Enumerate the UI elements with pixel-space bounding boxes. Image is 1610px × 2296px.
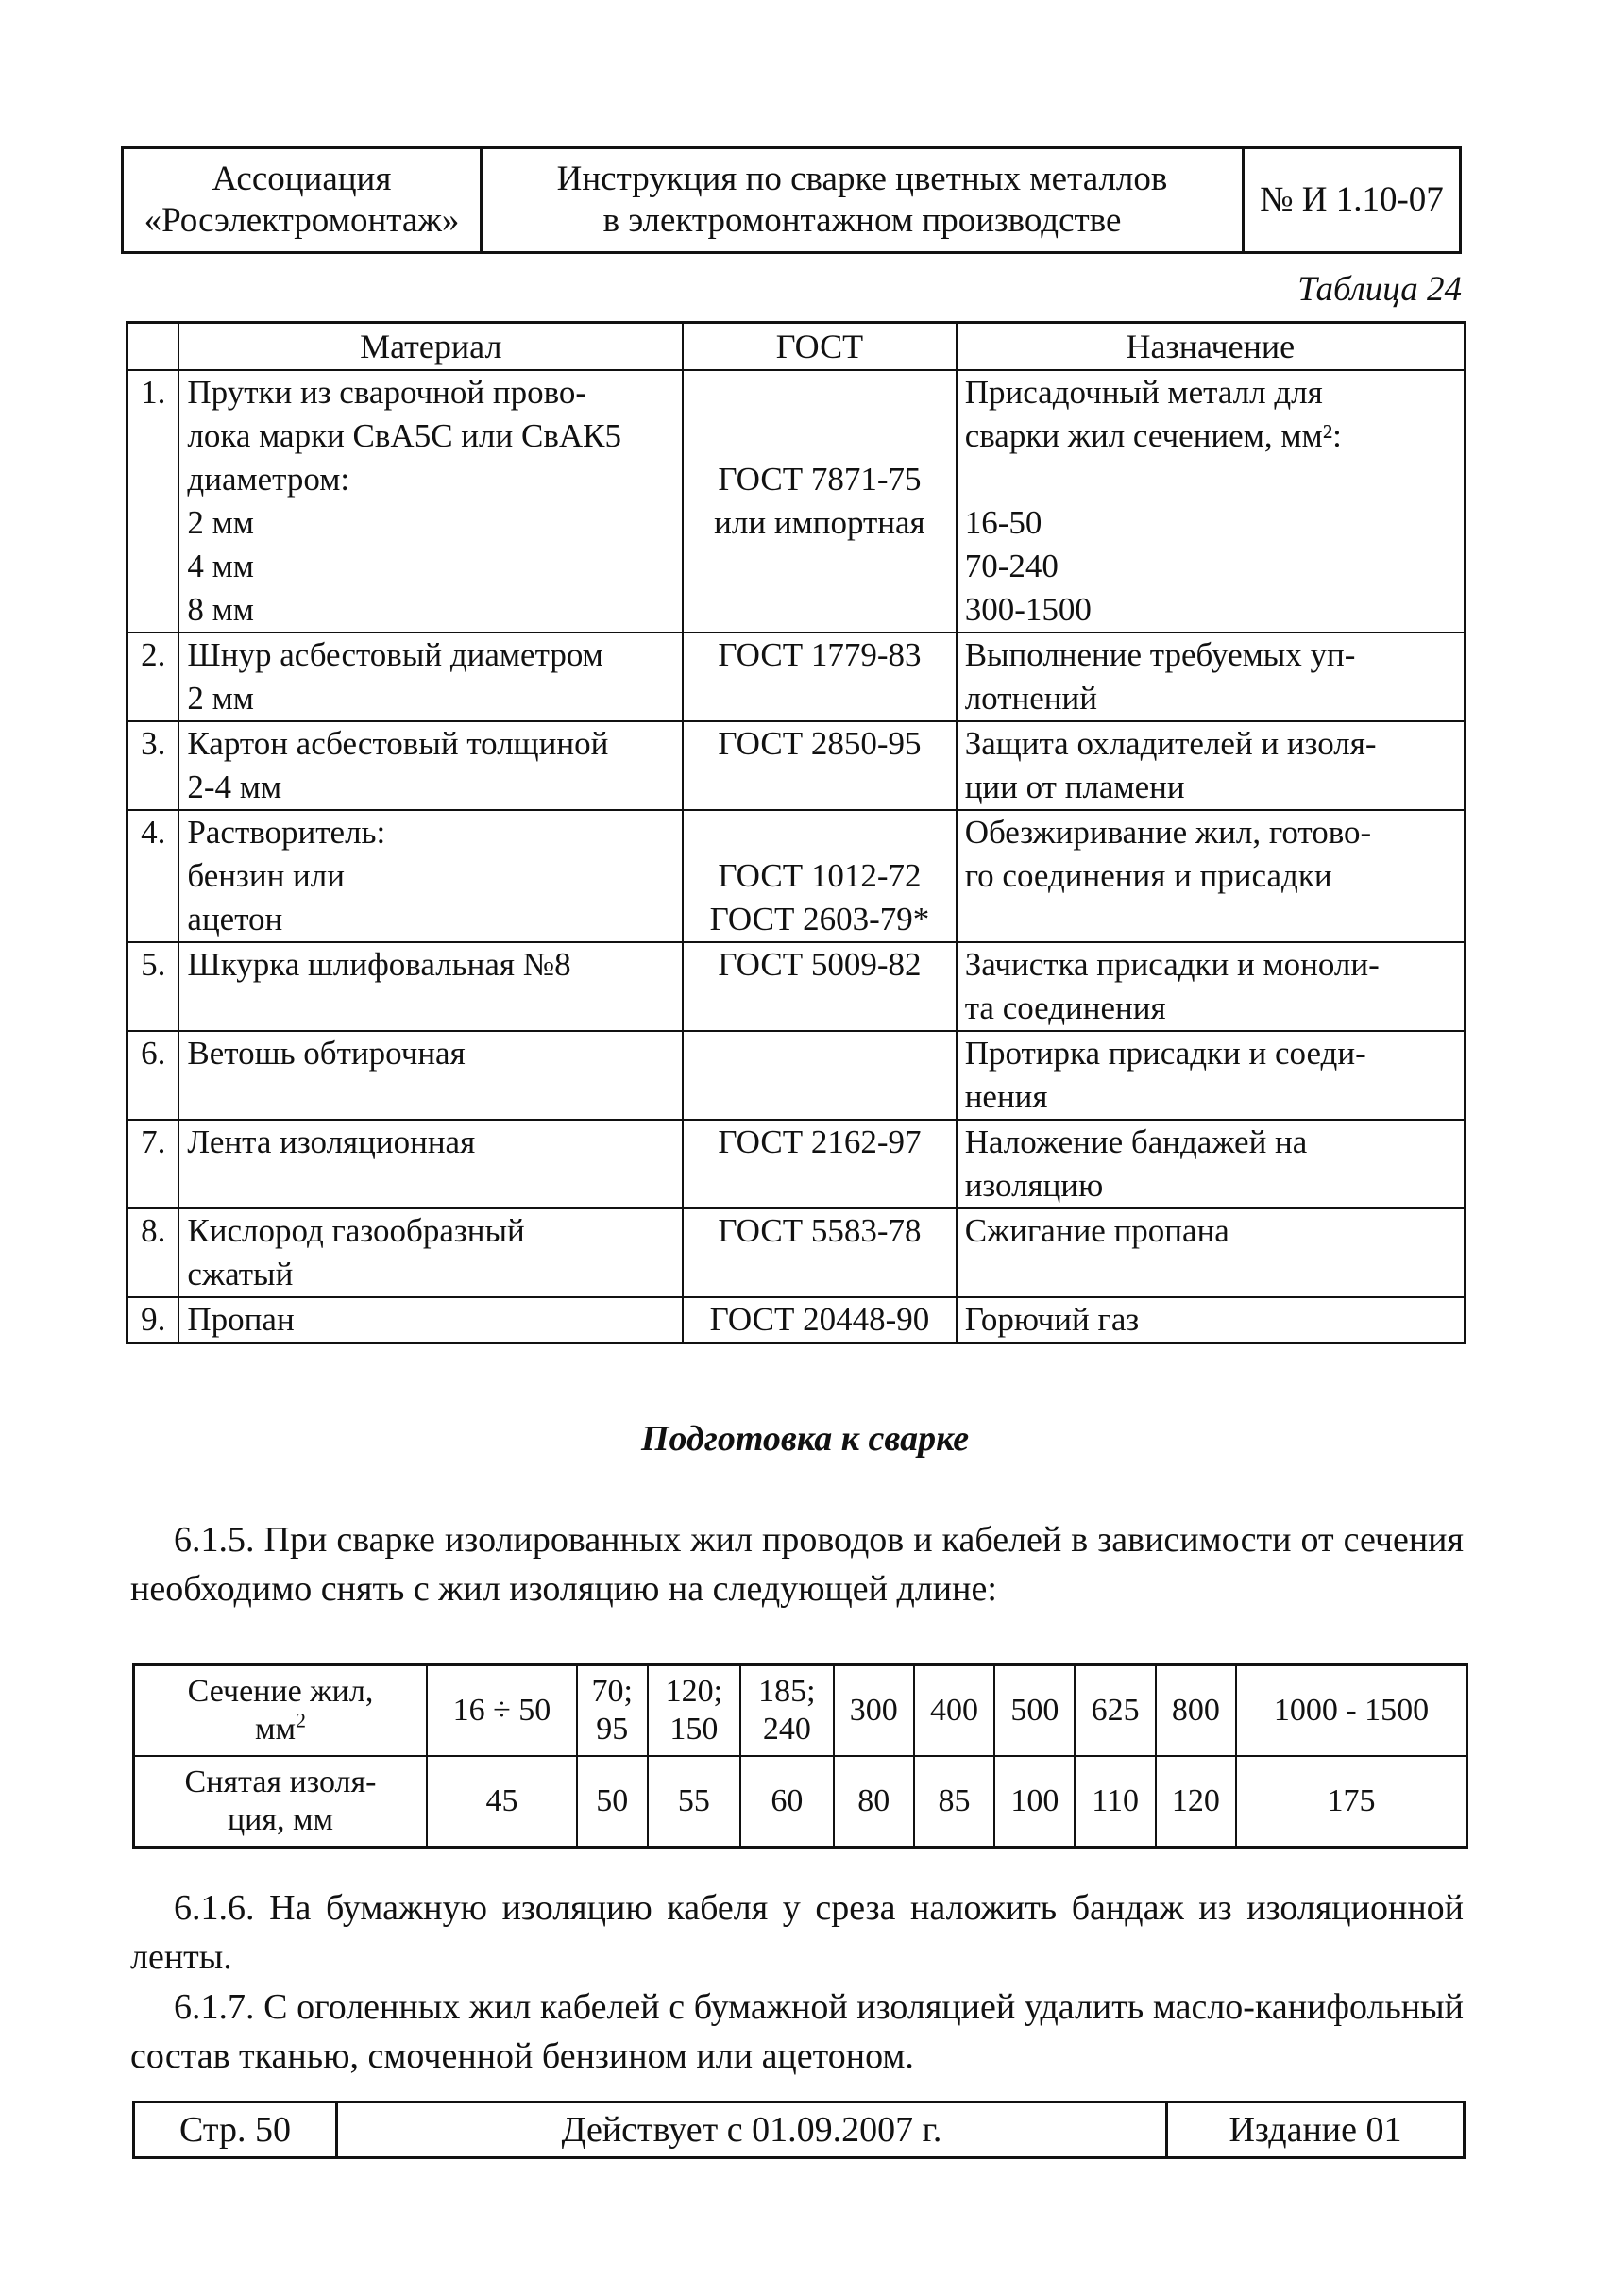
header-purpose: Назначение [957, 323, 1466, 371]
purpose-cell [957, 1208, 1466, 1297]
purpose-cell-line: го соединения и присадки [964, 857, 1332, 894]
stripped-label-line1: Снятая изоля- [184, 1764, 377, 1799]
gost-cell [683, 721, 957, 810]
stripped-label [134, 1756, 428, 1848]
row-number: 2. [127, 633, 179, 721]
purpose-cell [957, 942, 1466, 1031]
edition: Издание 01 [1167, 2102, 1465, 2158]
section-value [914, 1665, 994, 1756]
stripped-length-value: 175 [1236, 1756, 1466, 1848]
material-cell-line: 2-4 мм [187, 768, 282, 805]
purpose-cell-line: Горючий газ [964, 1301, 1140, 1338]
instruction-title-line1: Инструкция по сварке цветных металлов [556, 160, 1168, 198]
material-cell [178, 810, 683, 942]
row-number: 3. [127, 721, 179, 810]
material-cell-line: 8 мм [187, 591, 254, 628]
section-value [994, 1665, 1075, 1756]
header-material: Материал [178, 323, 683, 371]
organization-cell [123, 148, 482, 253]
materials-row [127, 633, 1466, 721]
stripped-label-line2: ция, мм [227, 1801, 334, 1837]
purpose-cell [957, 810, 1466, 942]
material-cell-line: Растворитель: [187, 814, 386, 851]
materials-body [127, 370, 1466, 1343]
purpose-cell-line: Выполнение требуемых уп- [964, 636, 1356, 673]
paragraph-6-1-6: 6.1.6. На бумажную изоляцию кабеля у среза наложить бандаж из изоляционной ленты. [130, 1888, 1464, 1977]
stripped-length-value: 110 [1075, 1756, 1155, 1848]
purpose-cell [957, 370, 1466, 633]
section-label-unit: мм [254, 1711, 297, 1747]
materials-row [127, 810, 1466, 942]
gost-cell-line [691, 371, 948, 414]
material-cell-line: 4 мм [187, 548, 254, 584]
material-cell-line: Прутки из сварочной прово- [187, 374, 587, 411]
section-label-sup: 2 [296, 1708, 307, 1732]
section-label-line1: Сечение жил, [187, 1673, 374, 1709]
gost-cell-line: ГОСТ 20448-90 [709, 1301, 930, 1338]
effective-date: Действует с 01.09.2007 г. [337, 2102, 1167, 2158]
gost-cell-line: ГОСТ 1779-83 [718, 636, 922, 673]
purpose-cell-line: лотнений [964, 680, 1097, 717]
purpose-cell-line: ции от пламени [964, 768, 1185, 805]
section-value [1156, 1665, 1236, 1756]
gost-cell [683, 1208, 957, 1297]
section-value-line: 16 ÷ 50 [452, 1692, 551, 1728]
purpose-cell-line: Зачистка присадки и моноли- [964, 946, 1380, 983]
header-gost: ГОСТ [683, 323, 957, 371]
instruction-title-cell [482, 148, 1244, 253]
stripped-length-value: 45 [427, 1756, 577, 1848]
purpose-cell-line: 70-240 [964, 548, 1059, 584]
row-number: 5. [127, 942, 179, 1031]
material-cell-line: Шнур асбестовый диаметром [187, 636, 603, 673]
section-value-line: 800 [1171, 1692, 1220, 1728]
materials-row [127, 721, 1466, 810]
section-value-line: 120; [665, 1673, 723, 1709]
section-label-line2 [139, 1708, 422, 1748]
materials-table [126, 321, 1466, 1344]
section-value-line: 150 [669, 1711, 719, 1747]
table-caption: Таблица 24 [1297, 270, 1462, 309]
purpose-cell-line [965, 458, 1456, 501]
section-value [648, 1665, 740, 1756]
row-number: 7. [127, 1120, 179, 1208]
purpose-cell-line: 300-1500 [964, 591, 1092, 628]
stripped-length-value: 55 [648, 1756, 740, 1848]
material-cell-line: ацетон [187, 901, 283, 937]
materials-header-row [127, 323, 1466, 371]
materials-row [127, 1297, 1466, 1343]
purpose-cell-line: Сжигание пропана [964, 1212, 1229, 1249]
material-cell-line: бензин или [187, 857, 345, 894]
purpose-cell [957, 1120, 1466, 1208]
section-value [740, 1665, 833, 1756]
document-header [121, 146, 1462, 254]
stripped-length-value: 120 [1156, 1756, 1236, 1848]
purpose-cell-line: Присадочный металл для [964, 374, 1323, 411]
purpose-cell-line: та соединения [964, 989, 1166, 1026]
gost-cell-line: ГОСТ 2162-97 [718, 1123, 922, 1160]
material-cell-line: Ветошь обтирочная [187, 1035, 466, 1072]
insulation-strip-table [132, 1663, 1468, 1849]
organization-name: Ассоциация [212, 160, 392, 198]
paragraph-6-1-5: 6.1.5. При сварке изолированных жил проводов и кабелей в зависимости от сечения необходимо снять с жил изоляцию на следующей длине: [130, 1520, 1464, 1609]
stripped-length-value: 80 [834, 1756, 914, 1848]
stripped-length-value: 50 [577, 1756, 648, 1848]
section-value-line: 95 [596, 1711, 629, 1747]
purpose-cell-line: нения [964, 1078, 1048, 1115]
material-cell-line: 2 мм [187, 504, 254, 541]
material-cell-line: Пропан [187, 1301, 295, 1338]
section-value [577, 1665, 648, 1756]
purpose-cell-line: изоляцию [964, 1167, 1104, 1204]
gost-cell-line: ГОСТ 5583-78 [718, 1212, 922, 1249]
purpose-cell-line: сварки жил сечением, мм²: [964, 417, 1342, 454]
gost-cell-line: ГОСТ 7871-75 [718, 461, 922, 498]
section-value-line: 300 [849, 1692, 898, 1728]
section-value-line: 625 [1091, 1692, 1140, 1728]
section-heading: Подготовка к сварке [640, 1419, 970, 1459]
materials-row [127, 370, 1466, 633]
gost-cell [683, 1297, 957, 1343]
material-cell [178, 1120, 683, 1208]
gost-cell-line [691, 811, 948, 854]
section-value [1236, 1665, 1466, 1756]
section-value [427, 1665, 577, 1756]
material-cell [178, 1208, 683, 1297]
purpose-cell [957, 633, 1466, 721]
material-cell-line: лока марки СвА5С или СвАК5 [187, 417, 621, 454]
document-number: № И 1.10-07 [1244, 148, 1461, 253]
materials-row [127, 1031, 1466, 1120]
gost-cell-line [691, 414, 948, 458]
material-cell-line: Лента изоляционная [187, 1123, 476, 1160]
purpose-cell-line: Обезжиривание жил, готово- [964, 814, 1372, 851]
materials-row [127, 1208, 1466, 1297]
page-footer [132, 2101, 1466, 2159]
gost-cell-line: ГОСТ 2603-79* [709, 901, 930, 937]
row-number: 8. [127, 1208, 179, 1297]
gost-cell-line [691, 1032, 948, 1075]
material-cell [178, 1297, 683, 1343]
strip-section-row [134, 1665, 1467, 1756]
material-cell-line: Кислород газообразный [187, 1212, 525, 1249]
row-number: 9. [127, 1297, 179, 1343]
section-value [1075, 1665, 1155, 1756]
page-number: Стр. 50 [134, 2102, 337, 2158]
section-value-line: 1000 - 1500 [1273, 1692, 1430, 1728]
materials-row [127, 942, 1466, 1031]
purpose-cell-line: Наложение бандажей на [964, 1123, 1308, 1160]
stripped-length-value: 60 [740, 1756, 833, 1848]
material-cell [178, 1031, 683, 1120]
row-number: 1. [127, 370, 179, 633]
gost-cell-line: ГОСТ 5009-82 [718, 946, 922, 983]
materials-row [127, 1120, 1466, 1208]
purpose-cell [957, 1297, 1466, 1343]
gost-cell [683, 1120, 957, 1208]
row-number: 6. [127, 1031, 179, 1120]
material-cell-line: 2 мм [187, 680, 254, 717]
gost-cell [683, 633, 957, 721]
purpose-cell [957, 1031, 1466, 1120]
gost-cell [683, 370, 957, 633]
purpose-cell-line: Протирка присадки и соеди- [964, 1035, 1366, 1072]
organization-name-quoted: «Росэлектромонтаж» [144, 201, 460, 240]
stripped-length-value: 100 [994, 1756, 1075, 1848]
strip-length-row [134, 1756, 1467, 1848]
material-cell-line: сжатый [187, 1256, 294, 1292]
material-cell [178, 942, 683, 1031]
section-label [134, 1665, 428, 1756]
paragraph-6-1-7: 6.1.7. С оголенных жил кабелей с бумажной изоляцией удалить масло-канифольный состав тканью, смоченной бензином или ацетоном. [130, 1987, 1464, 2076]
section-value-line: 500 [1010, 1692, 1059, 1728]
section-value-line: 185; [758, 1673, 816, 1709]
gost-cell [683, 942, 957, 1031]
gost-cell-line: или импортная [714, 504, 925, 541]
section-value-line: 400 [930, 1692, 979, 1728]
section-value [834, 1665, 914, 1756]
gost-cell [683, 810, 957, 942]
material-cell [178, 370, 683, 633]
material-cell [178, 633, 683, 721]
section-value-line: 240 [762, 1711, 811, 1747]
gost-cell [683, 1031, 957, 1120]
purpose-cell-line: 16-50 [964, 504, 1042, 541]
gost-cell-line: ГОСТ 1012-72 [718, 857, 922, 894]
purpose-cell [957, 721, 1466, 810]
material-cell-line: диаметром: [187, 461, 350, 498]
material-cell [178, 721, 683, 810]
header-number [127, 323, 179, 371]
material-cell-line: Шкурка шлифовальная №8 [187, 946, 571, 983]
stripped-length-value: 85 [914, 1756, 994, 1848]
row-number: 4. [127, 810, 179, 942]
material-cell-line: Картон асбестовый толщиной [187, 725, 609, 762]
section-value-line: 70; [591, 1673, 633, 1709]
purpose-cell-line: Защита охладителей и изоля- [964, 725, 1377, 762]
gost-cell-line: ГОСТ 2850-95 [718, 725, 922, 762]
instruction-title-line2: в электромонтажном производстве [602, 201, 1122, 240]
